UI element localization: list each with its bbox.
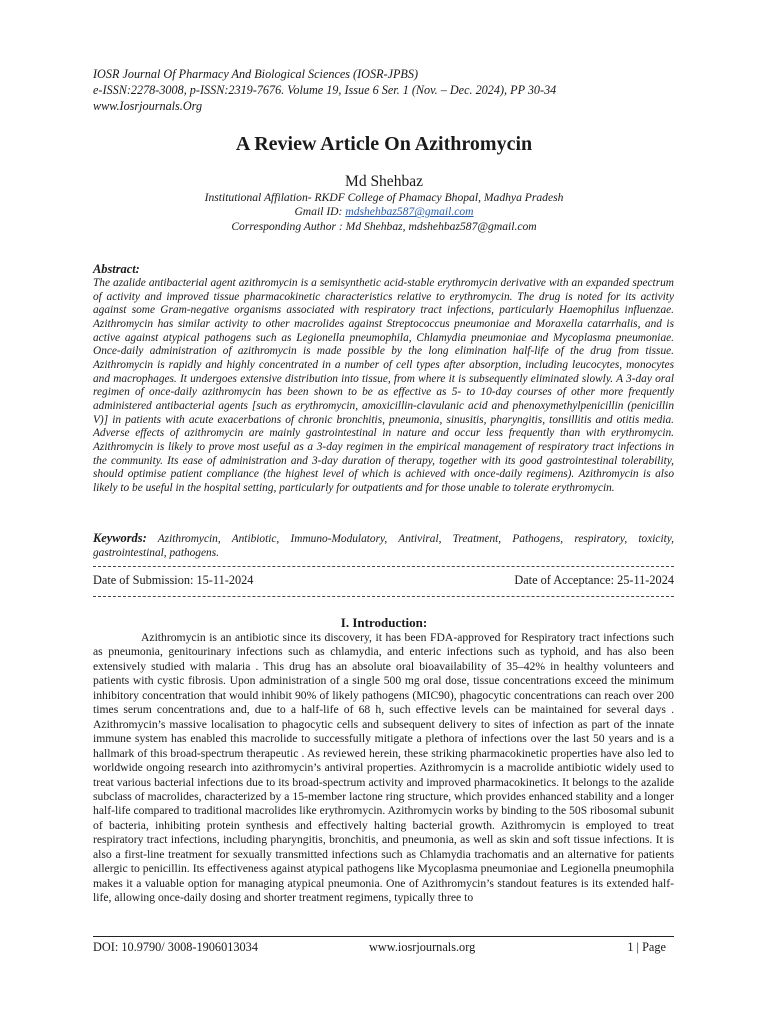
paper-title: A Review Article On Azithromycin xyxy=(235,133,533,155)
gmail-label: Gmail ID: xyxy=(294,205,343,219)
journal-issn: e-ISSN:2278-3008, p-ISSN:2319-7676. Volume 19, Issue 6 Ser. 1 (Nov. – Dec. 2024), PP 30-34 xyxy=(93,82,557,97)
abstract-heading: Abstract: xyxy=(93,262,140,276)
gmail-link[interactable]: mdshehbaz587@gmail.com xyxy=(345,205,474,219)
page-number: 1 | Page xyxy=(627,940,666,954)
journal-website[interactable]: www.Iosrjournals.Org xyxy=(93,98,203,113)
keywords-text: Azithromycin, Antibiotic, Immuno-Modulatory, Antiviral, Treatment, Pathogens, respiratory, toxicity, gastrointestinal, pathogens. xyxy=(93,533,674,559)
journal-name: IOSR Journal Of Pharmacy And Biological Sciences (IOSR-JPBS) xyxy=(93,67,419,81)
affiliation: Institutional Affilation- RKDF College of Phamacy Bhopal, Madhya Pradesh xyxy=(204,191,564,204)
footer-website[interactable]: www.iosrjournals.org xyxy=(369,940,476,954)
introduction-text: Azithromycin is an antibiotic since its discovery, it has been FDA-approved for Respiratory tract infections such as pneumonia, genitourinary infections such as chlamydia, and enteric infections such as typhoid, and has also been extensively studied with malaria . This drug has an absolute oral bioavailability of 35–42% in healthy volunteers and patients with cystic fibrosis. Upon administration of a single 500 mg oral dose, tissue concentrations exceed the minimum inhibitory concentration that would inhibit 90% of likely pathogens (MIC90), phagocytic concentrations can reach over 200 times serum concentrations and, due to a half-life of 68 h, such effective levels can be maintained for several days . Azithromycin’s massive localisation to phagocytic cells and subsequent delivery to sites of infection as part of the innate immune system has enabled this macrolide to successfully mitigate a plethora of infections over the last 50 years and is a hallmark of this broad-spectrum therapeutic . As reviewed herein, these striking pharmacokinetic properties have also led to worldwide ongoing research into azithromycin’s antiviral properties. Azithromycin is a macrolide antibiotic widely used to treat various bacterial infections due to its broad-spectrum activity and improved pharmacokinetics. It belongs to the azalide subclass of macrolides, characterized by a 15-member lactone ring structure, which provides enhanced stability and a longer half-life compared to traditional macrolides like erythromycin. Azithromycin works by binding to the 50S ribosomal subunit of bacteria, inhibiting protein synthesis and effectively halting bacterial growth. Azithromycin is employed to treat respiratory tract infections, including pharyngitis, bronchitis, and pneumonia, as well as skin and soft tissue infections. It is also a first-line treatment for sexually transmitted infections such as Chlamydia trachomatis and an alternative for patients allergic to penicillin. Its effectiveness against atypical pathogens like Mycoplasma pneumoniae and Legionella pneumophila makes it a valuable option for managing atypical pneumonia. One of Azithromycin’s standout features is its extended half-life, allowing once-daily dosing and shorter treatment regimens, typically three to xyxy=(93,631,674,905)
author-details xyxy=(0,191,768,234)
abstract-text: The azalide antibacterial agent azithromycin is a semisynthetic acid-stable erythromycin derivative with an expanded spectrum of activity and improved tissue pharmacokinetic characteristics relative to erythromycin. The drug is noted for its activity against some Gram-negative organisms associated with respiratory tract infections, particularly Haemophilus influenzae. Azithromycin has similar activity to other macrolides against Streptococcus pneumoniae and Moraxella catarrhalis, and is active against atypical pathogens such as Legionella pneumophila, Chlamydia pneumoniae and Mycoplasma pneumoniae. Once-daily administration of azithromycin is made possible by the long elimination half-life of the drug from tissue. Azithromycin is rapidly and highly concentrated in a number of cell types after absorption, including leucocytes, monocytes and macrophages. It undergoes extensive distribution into tissue, from where it is subsequently eliminated slowly. A 3-day oral regimen of once-daily azithromycin has been shown to be as effective as 5- to 10-day courses of other more frequently administered antibacterial agents [such as erythromycin, amoxicillin-clavulanic acid and phenoxymethylpenicillin (penicillin V)] in patients with acute exacerbations of chronic bronchitis, pneumonia, sinusitis, pharyngitis, tonsillitis and otitis media. Adverse effects of azithromycin are mainly gastrointestinal in nature and occur less frequently than with erythromycin. Azithromycin is likely to prove most useful as a 3-day regimen in the empirical management of respiratory tract infections in the community. Its ease of administration and 3-day duration of therapy, together with its good gastrointestinal tolerability, should optimise patient compliance (the highest level of which is achieved with once-daily regimens). Azithromycin is also likely to be useful in the hospital setting, particularly for outpatients and for those unable to tolerate erythromycin. xyxy=(93,277,674,494)
gmail-line xyxy=(0,205,768,219)
corresponding-author: Corresponding Author : Md Shehbaz, mdshehbaz587@gmail.com xyxy=(231,219,537,233)
author-name: Md Shehbaz xyxy=(345,173,423,190)
divider-bottom xyxy=(93,596,674,597)
doi: DOI: 10.9790/ 3008-1906013034 xyxy=(93,940,258,954)
section-heading: I. Introduction: xyxy=(340,615,428,630)
page-footer xyxy=(93,939,674,957)
acceptance-date: Date of Acceptance: 25-11-2024 xyxy=(514,573,674,587)
keywords xyxy=(93,531,674,560)
submission-date: Date of Submission: 15-11-2024 xyxy=(93,573,254,587)
journal-header xyxy=(93,67,683,114)
footer-rule xyxy=(93,936,674,937)
keywords-label: Keywords: xyxy=(93,531,147,545)
divider-top xyxy=(93,566,674,567)
